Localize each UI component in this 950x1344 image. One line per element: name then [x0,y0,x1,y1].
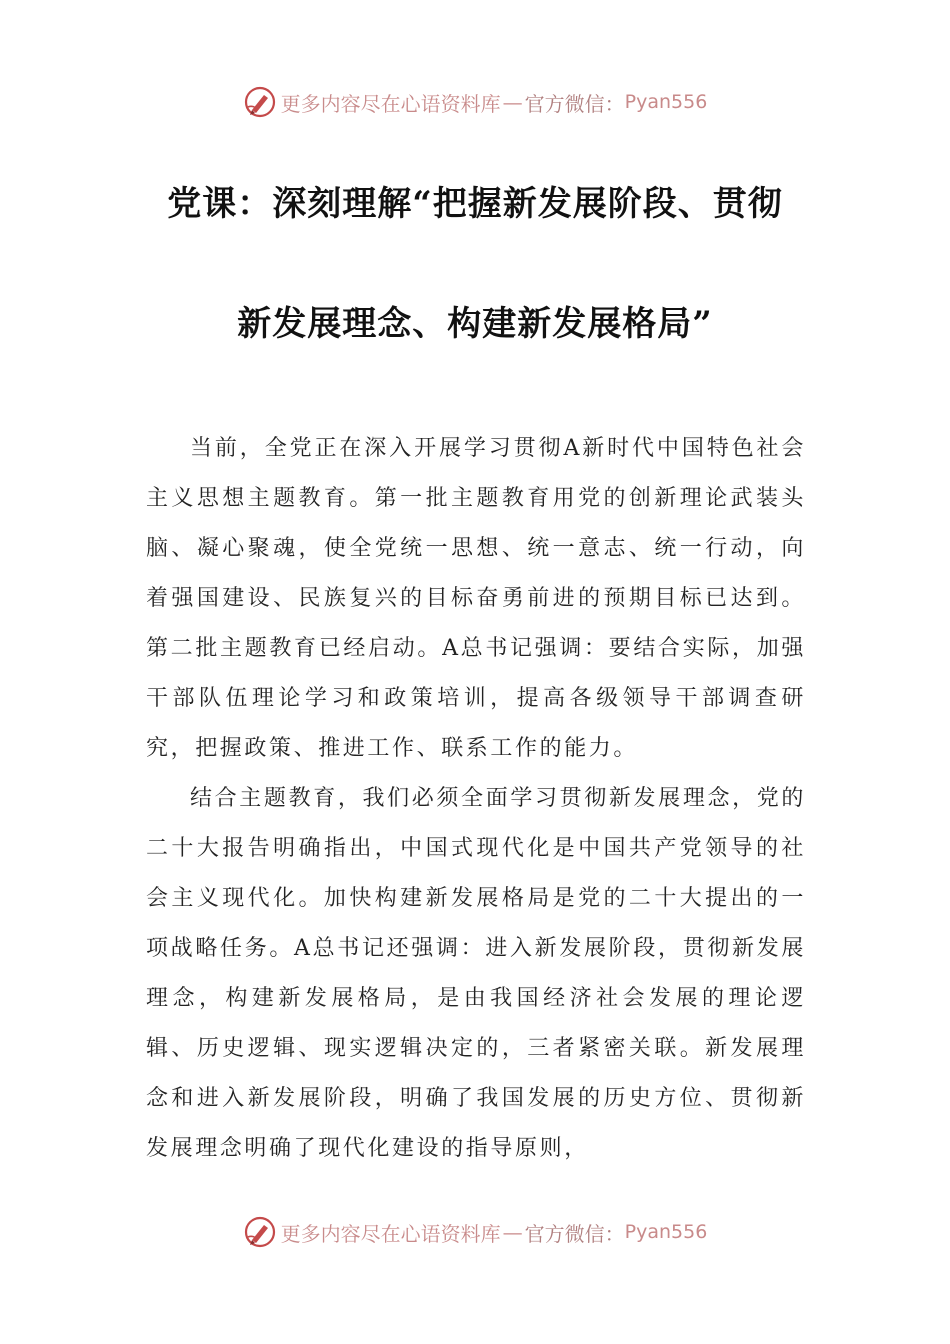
wechat-label: 官方微信： [524,1221,625,1246]
watermark-text: 更多内容尽在心语资料库 [280,91,501,116]
wechat-id: Pyan556 [624,1221,708,1243]
watermark-separator: — [502,90,523,114]
watermark-text: 更多内容尽在心语资料库 [280,1221,501,1246]
watermark-separator: — [502,1220,523,1244]
pen-logo-icon [243,85,277,119]
document-body [146,424,806,1174]
paragraph-1: 当前，全党正在深入开展学习贯彻A新时代中国特色社会主义思想主题教育。第一批主题教育用党的创新理论武装头脑、凝心聚魂，使全党统一思想、统一意志、统一行动，向着强国建设、民族复兴的目标奋勇前进的预期目标已达到。第二批主题教育已经启动。A总书记强调：要结合实际，加强干部队伍理论学习和政策培训，提高各级领导干部调查研究，把握政策、推进工作、联系工作的能力。 [146,436,806,761]
wechat-id: Pyan556 [624,91,708,113]
document-title-line-2: 新发展理念、构建新发展格局” [237,304,713,344]
document-title-line-1: 党课：深刻理解“把握新发展阶段、贯彻 [167,184,783,224]
footer-watermark [0,1212,950,1252]
header-watermark [0,82,950,122]
wechat-label: 官方微信： [524,91,625,116]
pen-logo-icon [243,1215,277,1249]
paragraph-2: 结合主题教育，我们必须全面学习贯彻新发展理念，党的二十大报告明确指出，中国式现代化是中国共产党领导的社会主义现代化。加快构建新发展格局是党的二十大提出的一项战略任务。A总书记还强调：进入新发展阶段，贯彻新发展理念，构建新发展格局，是由我国经济社会发展的理论逻辑、历史逻辑、现实逻辑决定的，三者紧密关联。新发展理念和进入新发展阶段，明确了我国发展的历史方位、贯彻新发展理念明确了现代化建设的指导原则， [146,786,806,1161]
